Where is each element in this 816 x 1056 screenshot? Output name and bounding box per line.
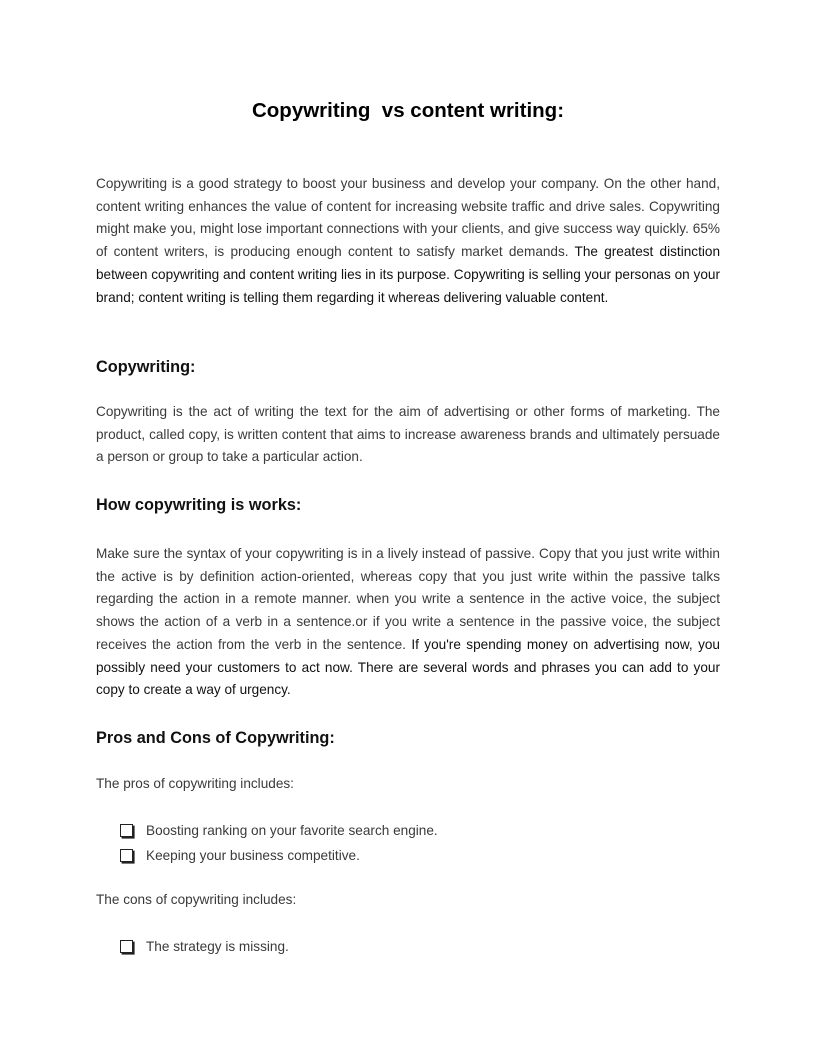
list-item	[120, 934, 289, 959]
list-item	[120, 818, 438, 843]
checkbox-bullet-icon	[120, 849, 133, 862]
pros-cons-heading: Pros and Cons of Copywriting:	[96, 729, 335, 747]
pros-list	[120, 818, 438, 868]
how-text-part1: Make sure the syntax of your copywriting is in a lively instead of passive. Copy that you just write within the active is by definition action-oriented, whereas copy that you just write within the passive talks regarding the action in a remote manner. when you write a sentence in the active voice, the subject shows the action of a verb in a sentence.or if you write a sentence in the passive voice, the subject receives the action from the verb in the sentence.	[96, 546, 720, 652]
cons-list	[120, 934, 289, 959]
document-page	[96, 0, 720, 1056]
copywriting-paragraph: Copywriting is the act of writing the text for the aim of advertising or other forms of marketing. The product, called copy, is written content that aims to increase awareness brands and ultimately persuade a person or group to take a particular action.	[96, 404, 720, 465]
checkbox-bullet-icon	[120, 940, 133, 953]
how-copywriting-heading: How copywriting is works:	[96, 496, 302, 514]
cons-intro-text: The cons of copywriting includes:	[96, 892, 297, 907]
pros-item-text: Keeping your business competitive.	[146, 848, 360, 863]
intro-paragraph	[96, 173, 720, 309]
list-item	[120, 843, 438, 868]
intro-text-part1: Copywriting is a good strategy to boost your business and develop your company. On the other hand, content writing enhances the value of content for increasing website traffic and drive sales. Copywriting might make you, might lose important connections with your clients, and give success way quickly. 65% of content writers, is producing enough content to satisfy market demands.	[96, 176, 720, 260]
pros-intro-text: The pros of copywriting includes:	[96, 776, 294, 791]
how-copywriting-paragraph	[96, 543, 720, 702]
cons-item-text: The strategy is missing.	[146, 939, 289, 954]
pros-item-text: Boosting ranking on your favorite search engine.	[146, 823, 438, 838]
how-text-part2: If you're spending money on advertising now, you possibly need your customers to act now. There are several words and phrases you can add to your copy to create a way of urgency.	[96, 636, 720, 698]
copywriting-heading: Copywriting:	[96, 358, 196, 376]
checkbox-bullet-icon	[120, 824, 133, 837]
document-title: Copywriting vs content writing:	[251, 99, 565, 122]
intro-text-part2: The greatest distinction between copywriting and content writing lies in its purpose. Copywriting is selling your personas on your brand; content writing is telling them regarding it whereas delivering valuable content.	[96, 244, 721, 305]
